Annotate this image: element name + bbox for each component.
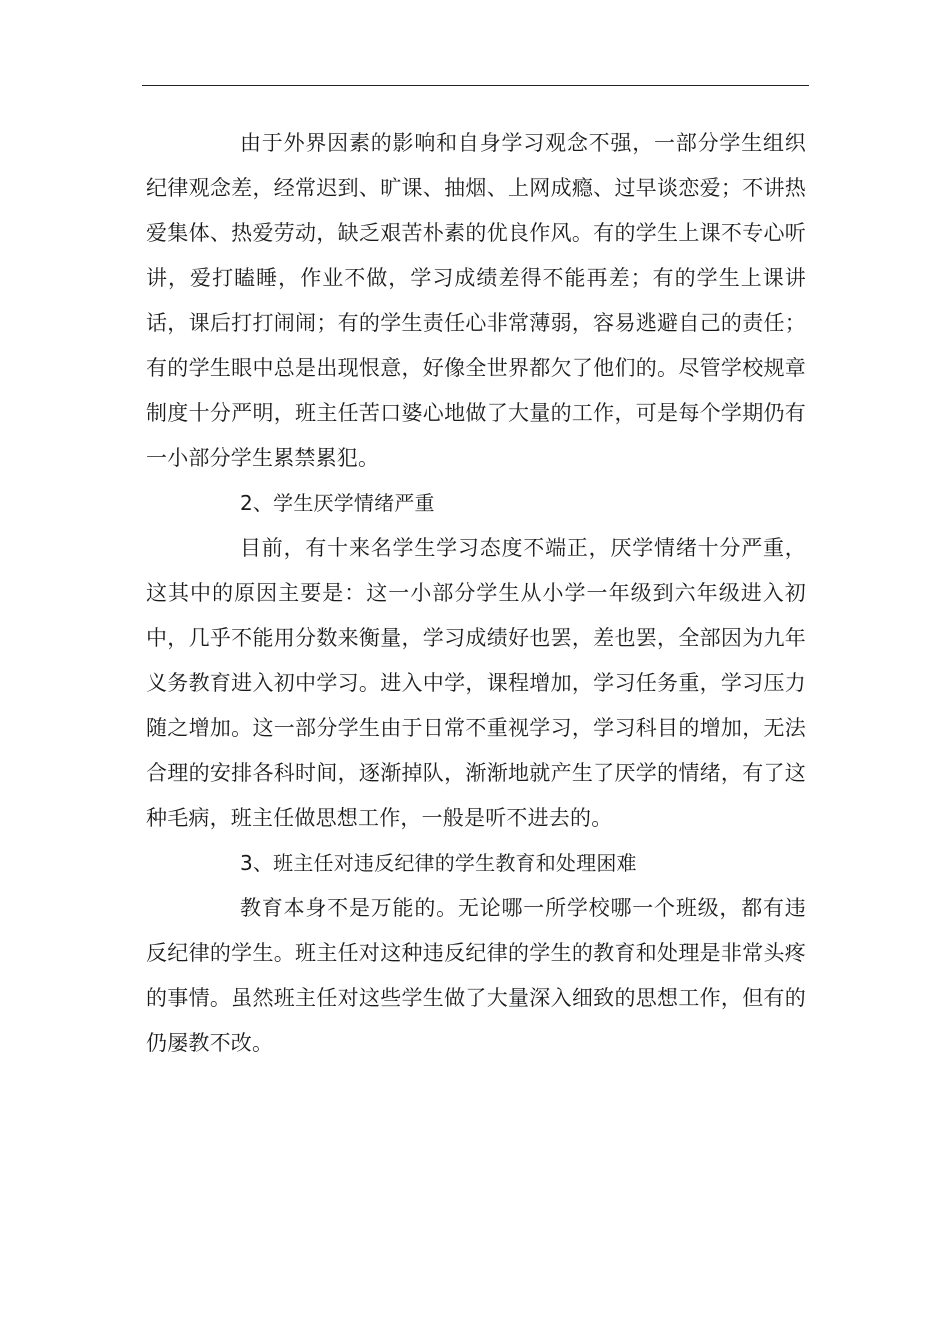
section-heading-2: 2、学生厌学情绪严重 bbox=[240, 491, 435, 515]
paragraph-discipline-issues: 由于外界因素的影响和自身学习观念不强，一部分学生组织纪律观念差，经常迟到、旷课、抽烟、上网成瘾、过早谈恋爱；不讲热爱集体、热爱劳动，缺乏艰苦朴素的优良作风。有的学生上课不专心听讲，爱打瞌睡，作业不做，学习成绩差得不能再差；有的学生上课讲话，课后打打闹闹；有的学生责任心非常薄弱，容易逃避自己的责任；有的学生眼中总是出现恨意，好像全世界都欠了他们的。尽管学校规章制度十分严明，班主任苦口婆心地做了大量的工作，可是每个学期仍有一小部分学生累禁累犯。 bbox=[146, 131, 806, 470]
section-heading-3: 3、班主任对违反纪律的学生教育和处理困难 bbox=[240, 851, 637, 875]
header-rule bbox=[142, 85, 809, 86]
document-body bbox=[146, 121, 806, 1066]
paragraph-education-difficulty: 教育本身不是万能的。无论哪一所学校哪一个班级，都有违反纪律的学生。班主任对这种违反纪律的学生的教育和处理是非常头疼的事情。虽然班主任对这些学生做了大量深入细致的思想工作，但有的仍屡教不改。 bbox=[146, 896, 806, 1055]
paragraph-study-aversion: 目前，有十来名学生学习态度不端正，厌学情绪十分严重，这其中的原因主要是：这一小部分学生从小学一年级到六年级进入初中，几乎不能用分数来衡量，学习成绩好也罢，差也罢，全部因为九年义务教育进入初中学习。进入中学，课程增加，学习任务重，学习压力随之增加。这一部分学生由于日常不重视学习，学习科目的增加，无法合理的安排各科时间，逐渐掉队，渐渐地就产生了厌学的情绪，有了这种毛病，班主任做思想工作，一般是听不进去的。 bbox=[146, 536, 806, 830]
